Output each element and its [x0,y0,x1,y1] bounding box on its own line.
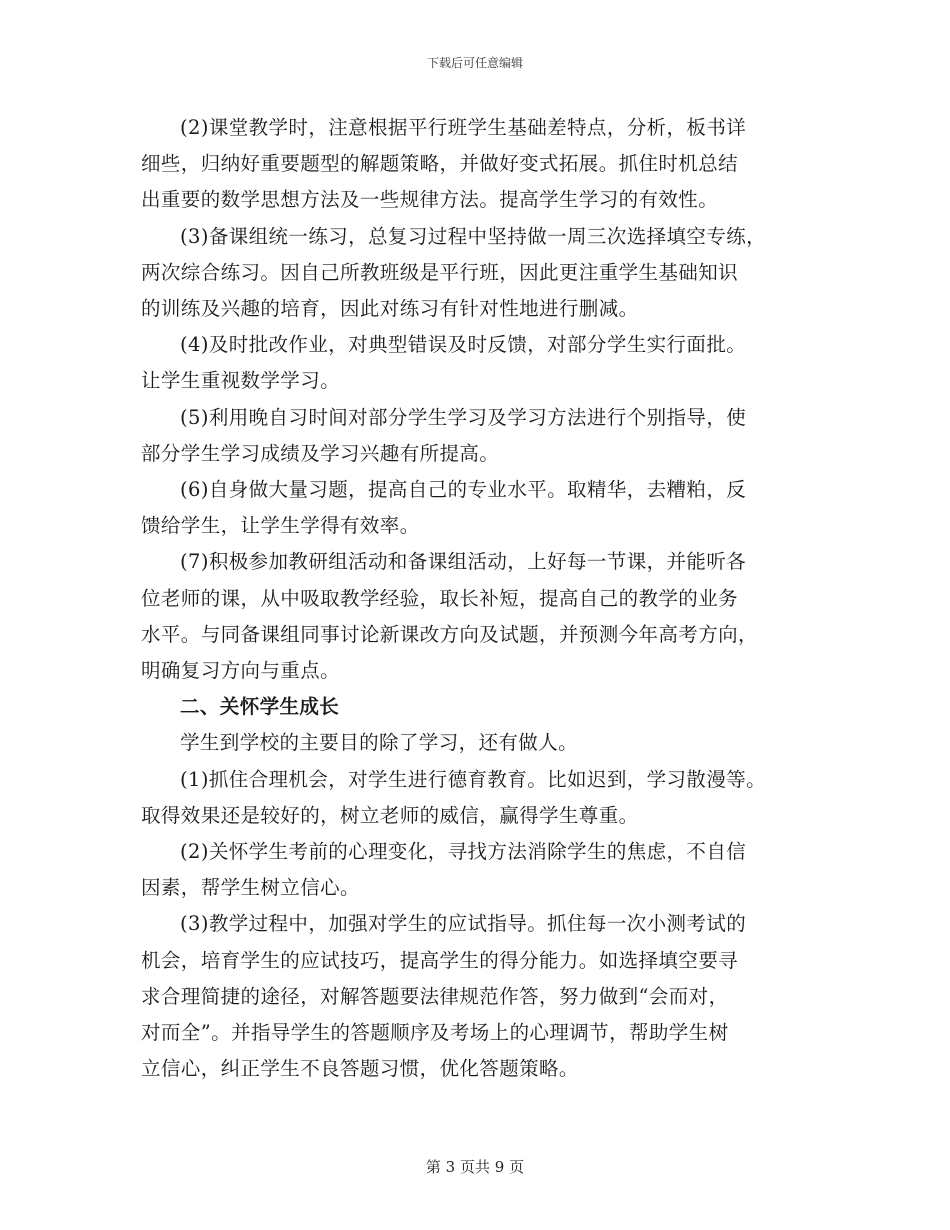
paragraph-item-2: (2)课堂教学时，注意根据平行班学生基础差特点，分析，板书详 细些，归纳好重要题型的解题策略，并做好变式拓展。抓住时机总结 出重要的数学思想方法及一些规律方法。提高学生学习的有效性。 [141,116,747,212]
page-header: 下载后可任意编辑 [426,56,523,70]
paragraph-item-3: (3)备课组统一练习，总复习过程中坚持做一周三次选择填空专练， 两次综合练习。因自己所教班级是平行班，因此更注重学生基础知识 的训练及兴趣的培育，因此对练习有针对性地进行删减。 [141,224,767,321]
section-heading: 二、关怀学生成长 [180,695,340,719]
document-body [141,110,821,1087]
care-item-1: (1)抓住合理机会，对学生进行德育教育。比如迟到，学习散漫等。 取得效果还是较好的，树立老师的威信，赢得学生尊重。 [141,767,767,827]
paragraph-item-4: (4)及时批改作业，对典型错误及时反馈，对部分学生实行面批。 让学生重视数学学习。 [141,333,747,393]
page-footer: 第 3 页共 9 页 [425,1158,525,1176]
section-intro-paragraph: 学生到学校的主要目的除了学习，还有做人。 [180,731,579,755]
care-item-3: (3)教学过程中，加强对学生的应试指导。抓住每一次小测考试的 机会，培育学生的应试技巧，提高学生的得分能力。如选择填空要寻 求合理简捷的途径，对解答题要法律规范作答，努力做到“会而对， 对而全”。并指导学生的答题顺序及考场上的心理调节，帮助学生树 立信心，纠正学生不良答题习惯，优化答题策略。 [141,912,747,1081]
care-item-2: (2)关怀学生考前的心理变化，寻找方法消除学生的焦虑，不自信 因素，帮学生树立信心。 [141,840,747,900]
paragraph-item-6: (6)自身做大量习题，提高自己的专业水平。取精华，去糟粕，反 馈给学生，让学生学得有效率。 [141,478,747,538]
paragraph-item-7: (7)积极参加教研组活动和备课组活动，上好每一节课，并能听各 位老师的课，从中吸取教学经验，取长补短，提高自己的教学的业务 水平。与同备课组同事讨论新课改方向及试题，并预测今年高考方向， 明确复习方向与重点。 [141,550,758,683]
paragraph-item-5: (5)利用晚自习时间对部分学生学习及学习方法进行个别指导，使 部分学生学习成绩及学习兴趣有所提高。 [141,405,747,465]
